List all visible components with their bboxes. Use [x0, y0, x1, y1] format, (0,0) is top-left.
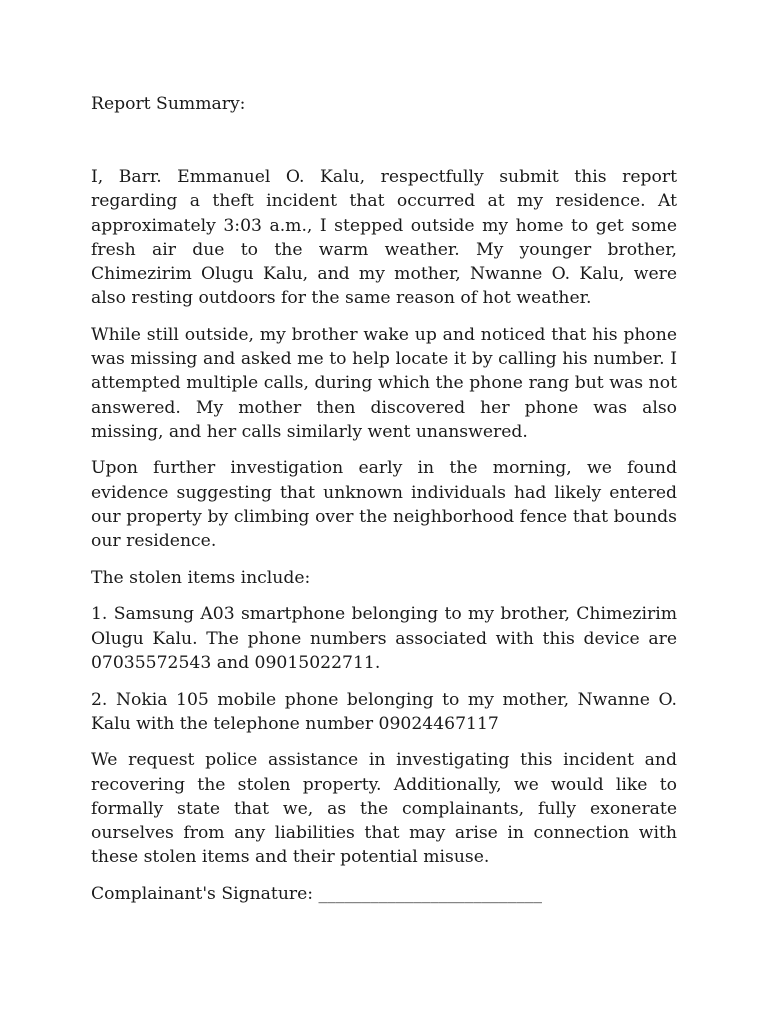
investigation-paragraph: Upon further investigation early in the morning, we found evidence suggesting that unknown individuals had likely entered our property by climbing over the neighborhood fence that bounds our residence.: [91, 458, 677, 552]
intro-paragraph: I, Barr. Emmanuel O. Kalu, respectfully submit this report regarding a theft incident that occurred at my residence. At approximately 3:03 a.m., I stepped outside my home to get some fresh air due to the warm weather. My younger brother, Chimezirim Olugu Kalu, and my mother, Nwanne O. Kalu, were also resting outdoors for the same reason of hot weather.: [91, 167, 677, 309]
signature-line: Complainant's Signature: __________________________: [91, 883, 542, 904]
document-page: [91, 92, 677, 906]
report-heading: Report Summary:: [91, 94, 246, 114]
stolen-item-1: 1. Samsung A03 smartphone belonging to my brother, Chimezirim Olugu Kalu. The phone numbers associated with this device are 07035572543 and 09015022711.: [91, 604, 677, 673]
incident-paragraph: While still outside, my brother wake up and noticed that his phone was missing and asked me to help locate it by calling his number. I attempted multiple calls, during which the phone rang but was not answered. My mother then discovered her phone was also missing, and her calls similarly went unanswered.: [91, 324, 677, 442]
stolen-items-intro: The stolen items include:: [91, 567, 311, 588]
request-paragraph: We request police assistance in investigating this incident and recovering the stolen property. Additionally, we would like to formally state that we, as the complainants, fully exonerate ourselves from any liabilities that may arise in connection with these stolen items and their potential misuse.: [91, 750, 677, 868]
stolen-item-2: 2. Nokia 105 mobile phone belonging to my mother, Nwanne O. Kalu with the telephone number 09024467117: [91, 689, 677, 734]
